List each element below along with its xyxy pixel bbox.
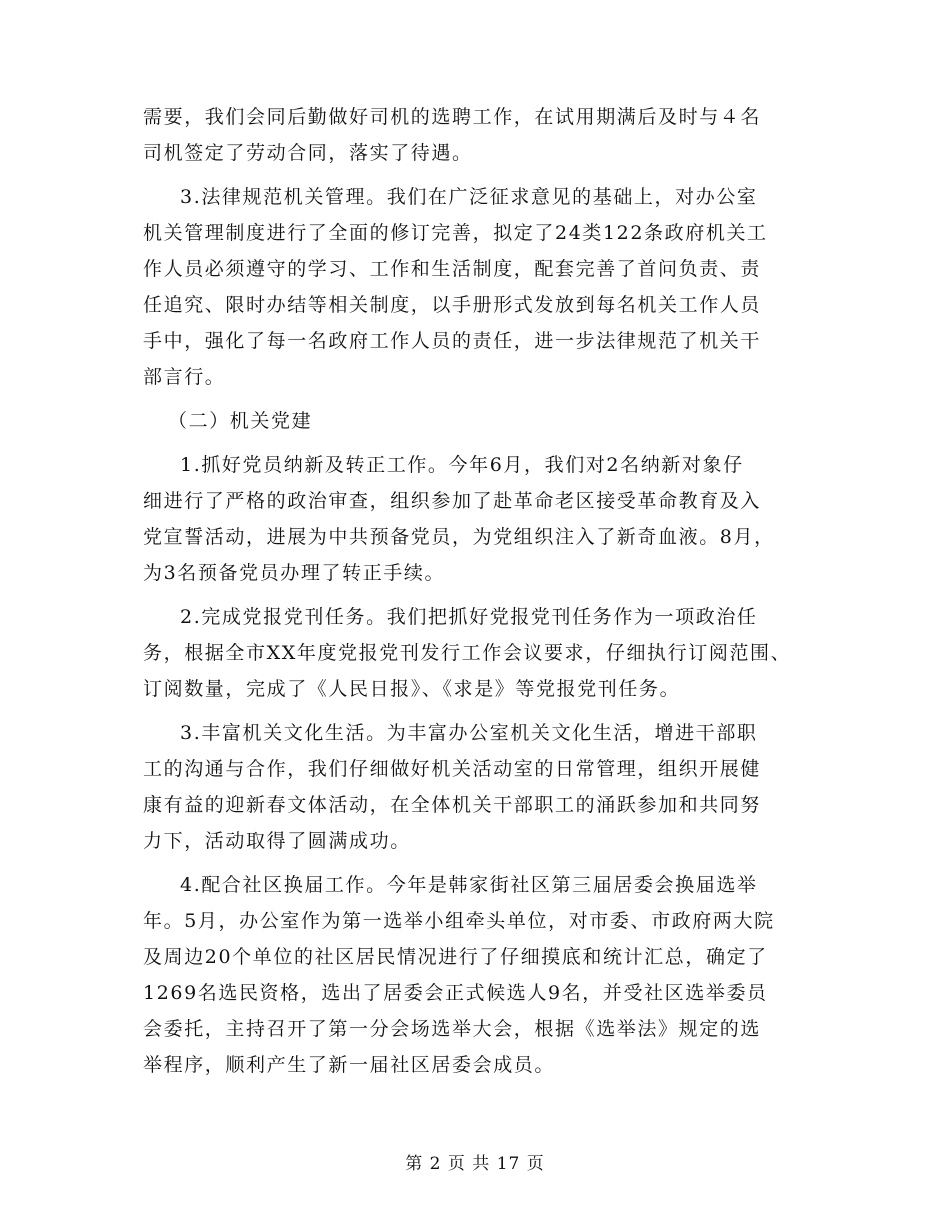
body-text-line: 务，根据全市XX年度党报党刊发行工作会议要求，仔细执行订阅范围、 [143,642,792,664]
body-text-line: 年。5月，办公室作为第一选举小组牵头单位，对市委、市政府两大院 [143,910,775,932]
body-text-line: 订阅数量，完成了《人民日报》、《求是》等党报党刊任务。 [143,678,681,700]
body-text-line: 手中，强化了每一名政府工作人员的责任，进一步法律规范了机关干 [143,330,762,352]
body-text-line: 1.抓好党员纳新及转正工作。今年6月，我们对2名纳新对象仔 [180,454,744,476]
section-heading: （二）机关党建 [168,410,313,432]
body-text-line: 党宣誓活动，进展为中共预备党员，为党组织注入了新奇血液。8月， [143,526,775,548]
body-text-line: 司机签定了劳动合同，落实了待遇。 [143,142,473,164]
body-text-line: 3.法律规范机关管理。我们在广泛征求意见的基础上，对办公室 [180,186,758,208]
body-text-line: 举程序，顺利产生了新一届社区居委会成员。 [143,1054,556,1076]
body-text-line: 1269名选民资格，选出了居委会正式候选人9名，并受社区选举委员 [143,982,768,1004]
body-text-line: 4.配合社区换届工作。今年是韩家街社区第三届居委会换届选举 [180,874,758,896]
body-text-line: 会委托，主持召开了第一分会场选举大会，根据《选举法》规定的选 [143,1018,762,1040]
body-text-line: 为3名预备党员办理了转正手续。 [143,562,446,584]
page-number-footer: 第 2 页 共 17 页 [405,1154,545,1174]
body-text-line: 需要，我们会同后勤做好司机的选聘工作，在试用期满后及时与４名 [143,106,762,128]
body-text-line: 细进行了严格的政治审查，组织参加了赴革命老区接受革命教育及入 [143,490,762,512]
body-text-line: 力下，活动取得了圆满成功。 [143,830,411,852]
body-text-line: 康有益的迎新春文体活动，在全体机关干部职工的涌跃参加和共同努 [143,794,762,816]
body-text-line: 及周边20个单位的社区居民情况进行了仔细摸底和统计汇总，确定了 [143,946,768,968]
body-text-line: 2.完成党报党刊任务。我们把抓好党报党刊任务作为一项政治任 [180,606,758,628]
body-text-line: 工的沟通与合作，我们仔细做好机关活动室的日常管理，组织开展健 [143,758,762,780]
body-text-line: 机关管理制度进行了全面的修订完善，拟定了24类122条政府机关工 [143,222,768,244]
body-text-line: 3.丰富机关文化生活。为丰富办公室机关文化生活，增进干部职 [180,722,758,744]
body-text-line: 部言行。 [143,366,226,388]
body-text-line: 任追究、限时办结等相关制度，以手册形式发放到每名机关工作人员 [143,294,762,316]
body-text-line: 作人员必须遵守的学习、工作和生活制度，配套完善了首问负责、责 [143,258,762,280]
